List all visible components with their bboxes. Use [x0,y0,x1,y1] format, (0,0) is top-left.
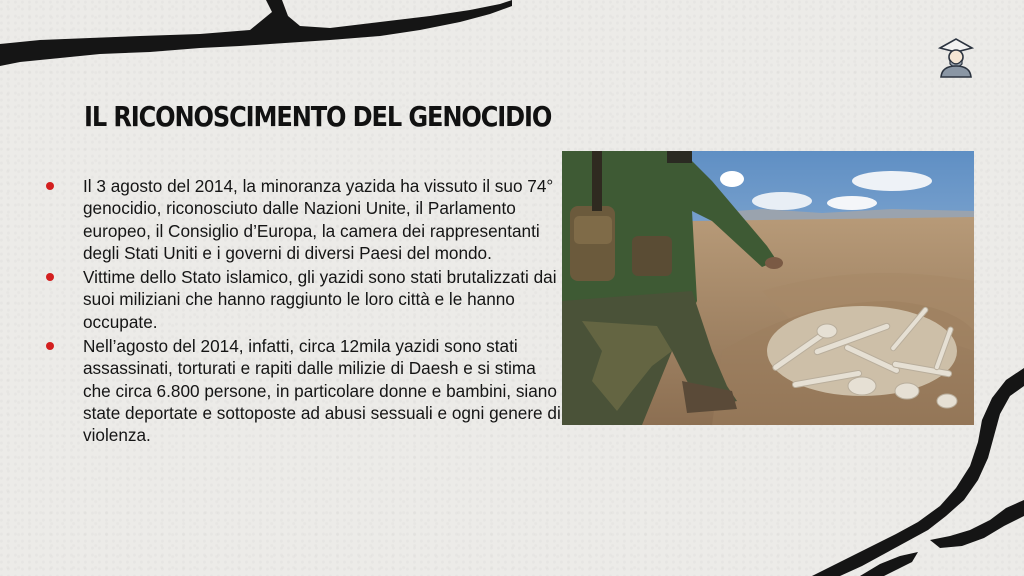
bullet-item [46,266,566,333]
bullet-dot-icon [46,182,54,190]
bullet-text: Il 3 agosto del 2014, la minoranza yazida ha vissuto il suo 74° genocidio, riconosciuto dalle Nazioni Unite, il Parlamento europeo, il Consiglio d’Europa, la camera dei rappresentanti degli Stati Uniti e i governi di diversi Paesi del mondo. [83,176,554,263]
bullet-list [46,175,566,449]
slide-title: IL RICONOSCIMENTO DEL GENOCIDIO [84,100,552,133]
bottom-crack [860,552,918,576]
bullet-item [46,335,566,446]
bullet-text: Nell’agosto del 2014, infatti, circa 12mila yazidi sono stati assassinati, torturati e rapiti dalle milizie di Daesh e si stima che circa 6.800 persone, in particolare donne e bambini, siano state deportate e sottoposte ad abusi sessuali e ogni genere di violenza. [83,336,561,446]
bullet-dot-icon [46,342,54,350]
top-crack [0,0,512,66]
soldier-pointing-at-bones-photo [562,151,974,425]
bullet-dot-icon [46,273,54,281]
right-crack-branch [930,500,1024,548]
teacher-avatar-icon [936,36,976,78]
bullet-item [46,175,566,264]
bullet-text: Vittime dello Stato islamico, gli yazidi sono stati brutalizzati dai suoi miliziani che hanno raggiunto le loro città e le hanno occupate. [83,267,557,332]
